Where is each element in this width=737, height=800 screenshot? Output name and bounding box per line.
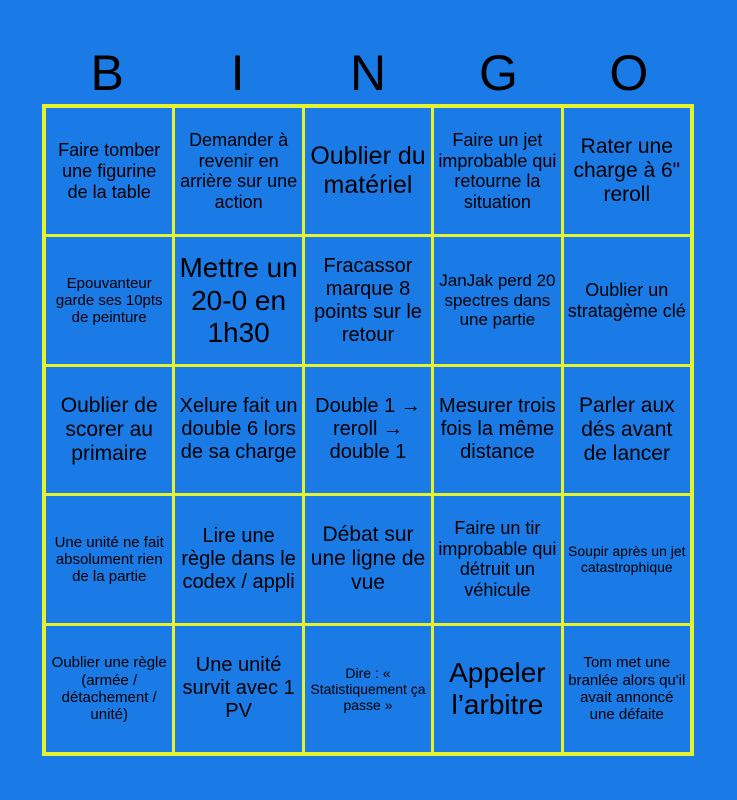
bingo-cell[interactable]: Débat sur une ligne de vue xyxy=(305,496,431,622)
bingo-cell[interactable]: Dire : « Statistiquement ça passe » xyxy=(305,626,431,752)
bingo-cell[interactable]: Appeler l’arbitre xyxy=(434,626,560,752)
header-letter-g: G xyxy=(478,45,518,101)
bingo-cell[interactable]: Oublier de scorer au primaire xyxy=(46,367,172,493)
bingo-cell[interactable]: Oublier une règle (armée / détachement / unité) xyxy=(46,626,172,752)
bingo-cell[interactable]: Epouvanteur garde ses 10pts de peinture xyxy=(46,237,172,363)
bingo-cell[interactable]: JanJak perd 20 spectres dans une partie xyxy=(434,237,560,363)
bingo-cell[interactable]: Oublier du matériel xyxy=(305,108,431,234)
bingo-cell[interactable]: Oublier un stratagème clé xyxy=(564,237,690,363)
header-letter-i: I xyxy=(230,45,245,101)
header-letter-b: B xyxy=(90,45,124,101)
bingo-cell[interactable]: Demander à revenir en arrière sur une action xyxy=(175,108,301,234)
bingo-cell[interactable]: Faire tomber une figurine de la table xyxy=(46,108,172,234)
bingo-cell[interactable]: Une unité survit avec 1 PV xyxy=(175,626,301,752)
bingo-cell[interactable]: Lire une règle dans le codex / appli xyxy=(175,496,301,622)
header-letter-o: O xyxy=(609,45,649,101)
bingo-cell[interactable]: Double 1 → reroll → double 1 xyxy=(305,367,431,493)
bingo-cell[interactable]: Tom met une branlée alors qu'il avait annoncé une défaite xyxy=(564,626,690,752)
bingo-grid xyxy=(42,104,694,756)
bingo-cell[interactable]: Mesurer trois fois la même distance xyxy=(434,367,560,493)
bingo-cell[interactable]: Soupir après un jet catastrophique xyxy=(564,496,690,622)
bingo-cell[interactable]: Faire un tir improbable qui détruit un véhicule xyxy=(434,496,560,622)
bingo-cell[interactable]: Parler aux dés avant de lancer xyxy=(564,367,690,493)
bingo-header xyxy=(42,42,694,104)
bingo-cell[interactable]: Faire un jet improbable qui retourne la situation xyxy=(434,108,560,234)
bingo-cell[interactable]: Rater une charge à 6" reroll xyxy=(564,108,690,234)
bingo-cell[interactable]: Fracassor marque 8 points sur le retour xyxy=(305,237,431,363)
bingo-cell[interactable]: Une unité ne fait absolument rien de la partie xyxy=(46,496,172,622)
bingo-cell[interactable]: Xelure fait un double 6 lors de sa charge xyxy=(175,367,301,493)
bingo-cell[interactable]: Mettre un 20-0 en 1h30 xyxy=(175,237,301,363)
header-letter-n: N xyxy=(349,45,387,101)
